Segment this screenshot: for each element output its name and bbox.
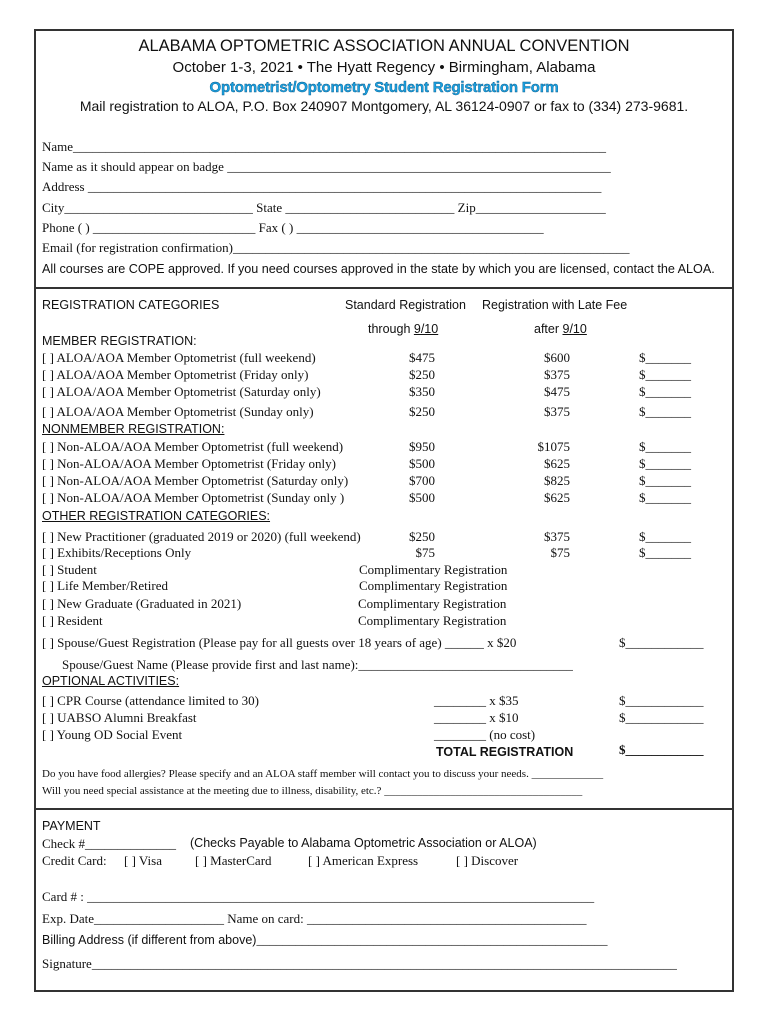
section-divider <box>34 287 734 289</box>
optional-activity[interactable]: [ ] CPR Course (attendance limited to 30) <box>42 693 259 708</box>
billing-address-field[interactable]: Billing Address (if different from above)______________________________________________________ <box>42 932 608 947</box>
amount-field[interactable]: $_______ <box>639 384 691 399</box>
allergy-question[interactable]: Do you have food allergies? Please specify and an ALOA staff member will contact you to discuss your needs. _____________ <box>42 768 604 780</box>
amount-field[interactable]: $_______ <box>639 404 691 419</box>
optional-activity[interactable]: [ ] UABSO Alumni Breakfast <box>42 710 197 725</box>
late-price: $375 <box>544 367 570 382</box>
complimentary-note: Complimentary Registration <box>359 562 508 577</box>
spouse-registration-line[interactable]: [ ] Spouse/Guest Registration (Please pay for all guests over 18 years of age) ______ x $20 <box>42 635 517 650</box>
cope-note: All courses are COPE approved. If you need courses approved in the state by which you are licensed, contact the ALOA. <box>42 262 715 276</box>
complimentary-option[interactable]: [ ] Life Member/Retired <box>42 578 168 593</box>
activity-quantity[interactable]: ________ (no cost) <box>434 727 536 742</box>
amount-field[interactable]: $_______ <box>639 367 691 382</box>
nonmember-registration-option[interactable]: [ ] Non-ALOA/AOA Member Optometrist (Friday only) <box>42 456 336 471</box>
complimentary-option[interactable]: [ ] Student <box>42 562 97 577</box>
complimentary-note: Complimentary Registration <box>358 596 507 611</box>
late-price: $375 <box>544 404 570 419</box>
late-deadline: after 9/10 <box>534 322 587 336</box>
late-price: $375 <box>544 529 570 544</box>
standard-deadline: through 9/10 <box>368 322 439 336</box>
late-price: $825 <box>544 473 570 488</box>
discover-checkbox[interactable]: [ ] Discover <box>456 853 519 868</box>
complimentary-option[interactable]: [ ] New Graduate (Graduated in 2021) <box>42 596 242 611</box>
standard-price: $250 <box>409 367 435 382</box>
late-price: $625 <box>544 490 570 505</box>
convention-dates: October 1-3, 2021 • The Hyatt Regency • Birmingham, Alabama <box>172 59 596 76</box>
check-payable-note: (Checks Payable to Alabama Optometric Association or ALOA) <box>190 836 537 850</box>
member-registration-option[interactable]: [ ] ALOA/AOA Member Optometrist (Sunday only) <box>42 404 314 419</box>
optional-heading: OPTIONAL ACTIVITIES: <box>42 674 180 688</box>
amex-checkbox[interactable]: [ ] American Express <box>308 853 419 868</box>
phone-fax-field[interactable]: Phone ( ) _________________________ Fax ( ) ______________________________________ <box>42 220 544 235</box>
nonmember-heading: NONMEMBER REGISTRATION: <box>42 422 225 436</box>
assistance-question[interactable]: Will you need special assistance at the meeting due to illness, disability, etc.? ____________________________________ <box>42 785 583 797</box>
registration-heading: REGISTRATION CATEGORIES <box>42 298 220 312</box>
amount-field[interactable]: $_______ <box>639 545 691 560</box>
name-field[interactable]: Name__________________________________________________________________________________ <box>42 139 607 154</box>
activity-quantity[interactable]: ________ x $35 <box>434 693 519 708</box>
card-number-field[interactable]: Card # : ______________________________________________________________________________ <box>42 889 595 904</box>
amount-field[interactable]: $_______ <box>639 456 691 471</box>
mail-instructions: Mail registration to ALOA, P.O. Box 240907 Montgomery, AL 36124-0907 or fax to (334) 273-9681. <box>79 98 689 114</box>
payment-heading: PAYMENT <box>42 819 101 833</box>
standard-price: $250 <box>409 404 435 419</box>
activity-amount[interactable]: $____________ <box>619 710 704 725</box>
check-number-field[interactable]: Check #______________ <box>42 836 176 851</box>
activity-amount[interactable]: $____________ <box>619 693 704 708</box>
activity-quantity[interactable]: ________ x $10 <box>434 710 519 725</box>
standard-price: $950 <box>409 439 435 454</box>
nonmember-registration-option[interactable]: [ ] Non-ALOA/AOA Member Optometrist (full weekend) <box>42 439 344 454</box>
section-divider <box>34 808 734 810</box>
standard-price: $75 <box>415 545 435 560</box>
optional-activity[interactable]: [ ] Young OD Social Event <box>42 727 183 742</box>
convention-title: ALABAMA OPTOMETRIC ASSOCIATION ANNUAL CONVENTION <box>138 37 630 55</box>
amount-field[interactable]: $_______ <box>639 529 691 544</box>
standard-price: $250 <box>409 529 435 544</box>
mastercard-checkbox[interactable]: [ ] MasterCard <box>195 853 272 868</box>
nonmember-registration-option[interactable]: [ ] Non-ALOA/AOA Member Optometrist (Sunday only ) <box>42 490 345 505</box>
standard-price: $500 <box>409 490 435 505</box>
late-price: $75 <box>550 545 570 560</box>
standard-price: $500 <box>409 456 435 471</box>
other-heading: OTHER REGISTRATION CATEGORIES: <box>42 509 271 523</box>
late-price: $475 <box>544 384 570 399</box>
city-state-zip-field[interactable]: City_____________________________ State __________________________ Zip____________________ <box>42 200 606 215</box>
credit-card-label: Credit Card: <box>42 853 107 868</box>
amount-field[interactable]: $_______ <box>639 439 691 454</box>
late-price: $600 <box>544 350 570 365</box>
standard-price: $700 <box>409 473 435 488</box>
member-registration-option[interactable]: [ ] ALOA/AOA Member Optometrist (Friday only) <box>42 367 309 382</box>
address-field[interactable]: Address _______________________________________________________________________________ <box>42 179 602 194</box>
signature-field[interactable]: Signature__________________________________________________________________________________________ <box>42 956 677 971</box>
nonmember-registration-option[interactable]: [ ] Non-ALOA/AOA Member Optometrist (Saturday only) <box>42 473 349 488</box>
complimentary-option[interactable]: [ ] Resident <box>42 613 103 628</box>
complimentary-note: Complimentary Registration <box>359 578 508 593</box>
spouse-name-field[interactable]: Spouse/Guest Name (Please provide first and last name):_________________________________ <box>62 657 573 672</box>
standard-price: $475 <box>409 350 435 365</box>
other-registration-option[interactable]: [ ] Exhibits/Receptions Only <box>42 545 192 560</box>
other-registration-option[interactable]: [ ] New Practitioner (graduated 2019 or 2020) (full weekend) <box>42 529 361 544</box>
complimentary-note: Complimentary Registration <box>358 613 507 628</box>
standard-price: $350 <box>409 384 435 399</box>
badge-name-field[interactable]: Name as it should appear on badge ___________________________________________________________ <box>42 159 611 174</box>
total-amount[interactable]: $____________ <box>619 742 704 757</box>
late-price: $1075 <box>537 439 570 454</box>
amount-field[interactable]: $_______ <box>639 490 691 505</box>
visa-checkbox[interactable]: [ ] Visa <box>124 853 162 868</box>
form-title: Optometrist/Optometry Student Registration Form <box>209 79 559 96</box>
amount-field[interactable]: $_______ <box>639 350 691 365</box>
email-field[interactable]: Email (for registration confirmation)_____________________________________________________________ <box>42 240 630 255</box>
late-column-header: Registration with Late Fee <box>482 298 628 312</box>
amount-field[interactable]: $_______ <box>639 473 691 488</box>
member-registration-option[interactable]: [ ] ALOA/AOA Member Optometrist (full weekend) <box>42 350 316 365</box>
member-registration-option[interactable]: [ ] ALOA/AOA Member Optometrist (Saturday only) <box>42 384 321 399</box>
member-heading: MEMBER REGISTRATION: <box>42 334 197 348</box>
late-price: $625 <box>544 456 570 471</box>
total-label: TOTAL REGISTRATION <box>436 745 574 759</box>
standard-column-header: Standard Registration <box>345 298 466 312</box>
spouse-amount[interactable]: $____________ <box>619 635 704 650</box>
exp-name-field[interactable]: Exp. Date____________________ Name on card: ___________________________________________ <box>42 911 587 926</box>
